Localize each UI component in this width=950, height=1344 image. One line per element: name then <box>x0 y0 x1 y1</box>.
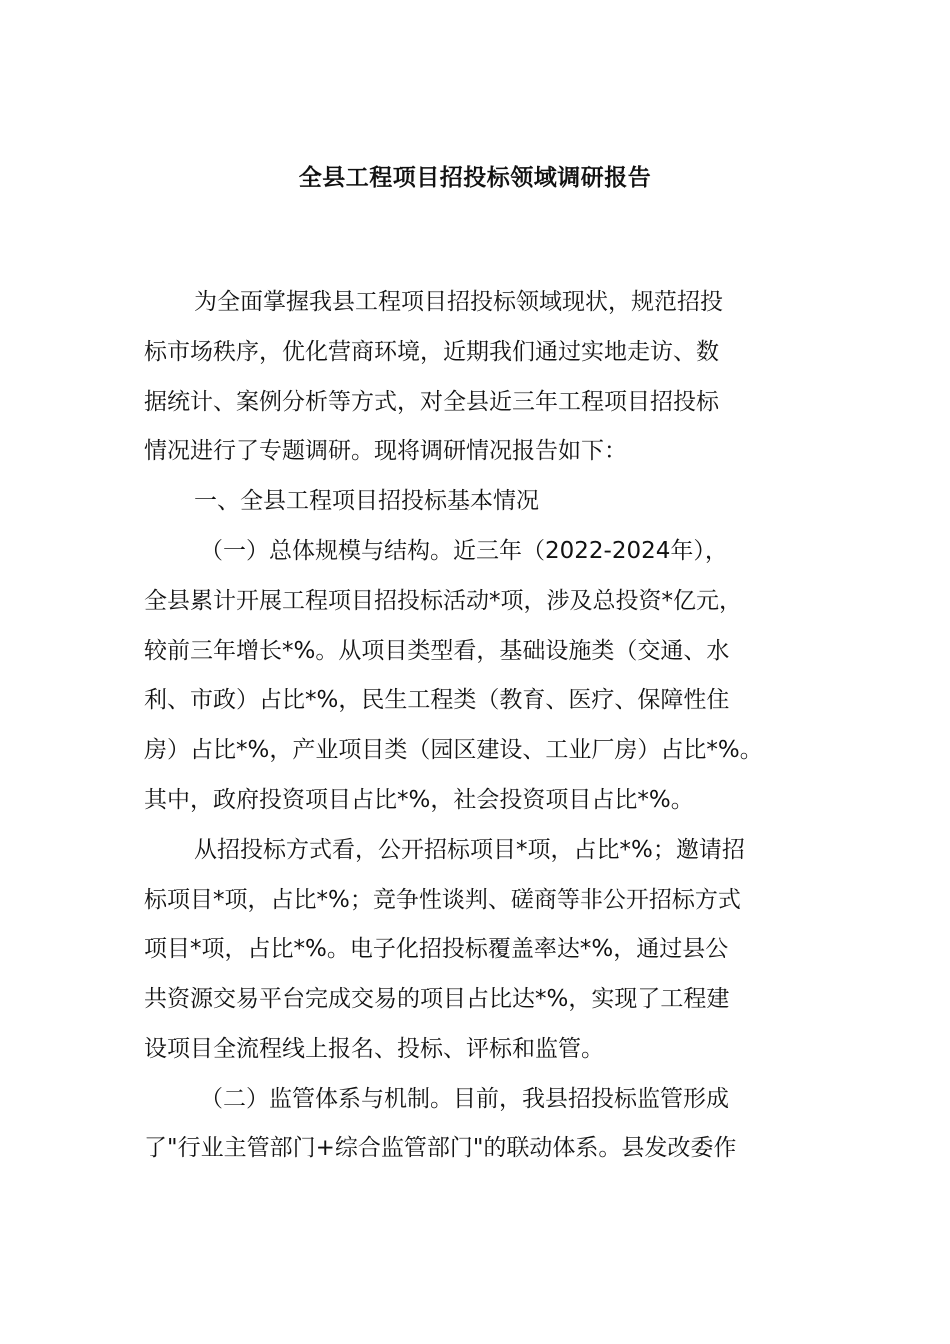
paragraph-line: 共资源交易平台完成交易的项目占比达*%，实现了工程建 <box>144 986 730 1012</box>
paragraph-line: 情况进行了专题调研。现将调研情况报告如下： <box>144 438 627 464</box>
paragraph-line: 从招投标方式看，公开招标项目*项，占比*%；邀请招 <box>194 837 745 863</box>
document-title: 全县工程项目招投标领域调研报告 <box>298 165 652 191</box>
paragraph-line: 其中，政府投资项目占比*%，社会投资项目占比*%。 <box>144 787 694 813</box>
section-heading: 一、全县工程项目招投标基本情况 <box>194 488 539 514</box>
paragraph-line: 了"行业主管部门+综合监管部门"的联动体系。县发改委作 <box>144 1135 737 1161</box>
subsection-heading-line: （一）总体规模与结构。近三年（2022-2024年）， <box>200 538 728 564</box>
paragraph-line: 为全面掌握我县工程项目招投标领域现状，规范招投 <box>194 289 723 315</box>
paragraph-line: 标市场秩序，优化营商环境，近期我们通过实地走访、数 <box>144 339 719 365</box>
paragraph-line: 较前三年增长*%。从项目类型看，基础设施类（交通、水 <box>144 638 730 664</box>
paragraph-line: 设项目全流程线上报名、投标、评标和监管。 <box>144 1036 604 1062</box>
paragraph-line: 项目*项，占比*%。电子化招投标覆盖率达*%，通过县公 <box>144 936 729 962</box>
paragraph-line: 利、市政）占比*%，民生工程类（教育、医疗、保障性住 <box>144 687 730 713</box>
subsection-heading-line: （二）监管体系与机制。目前，我县招投标监管形成 <box>200 1086 729 1112</box>
paragraph-line: 房）占比*%，产业项目类（园区建设、工业厂房）占比*%。 <box>144 737 763 763</box>
paragraph-line: 据统计、案例分析等方式，对全县近三年工程项目招投标 <box>144 389 719 415</box>
paragraph-line: 全县累计开展工程项目招投标活动*项，涉及总投资*亿元， <box>144 588 742 614</box>
paragraph-line: 标项目*项，占比*%；竞争性谈判、磋商等非公开招标方式 <box>144 887 741 913</box>
